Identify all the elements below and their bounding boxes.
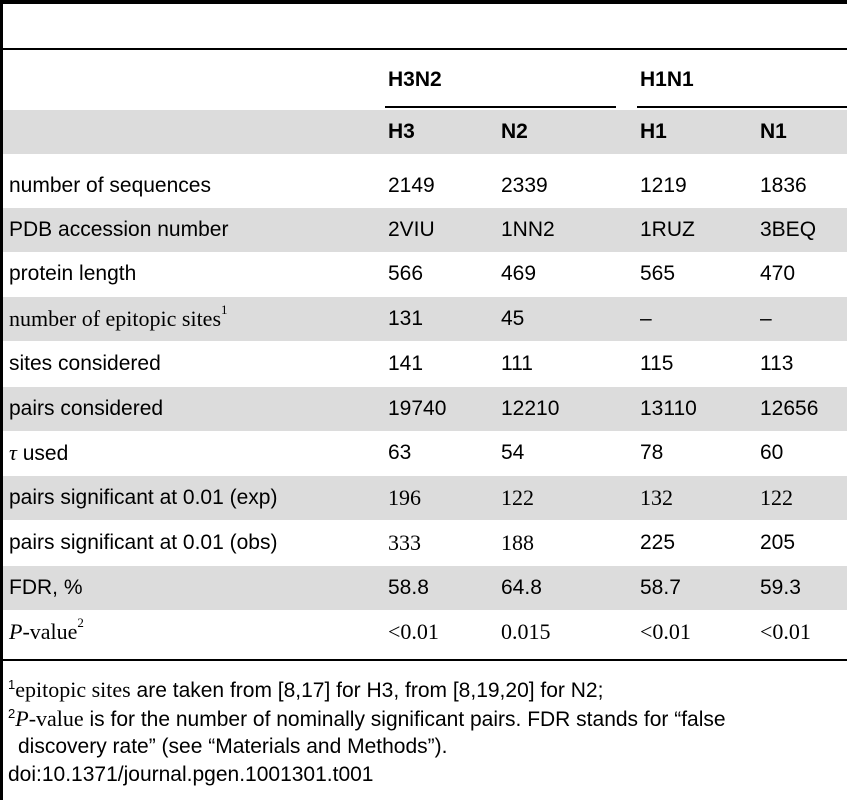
cell-n1: 113 xyxy=(760,352,794,375)
cell-h3: 63 xyxy=(388,441,412,464)
table-bottom-rule xyxy=(0,659,847,661)
table-row xyxy=(3,342,847,386)
cell-n1: 470 xyxy=(760,262,796,285)
footnote-marker: 1 xyxy=(221,301,228,317)
table-row xyxy=(3,521,847,565)
table-row xyxy=(3,566,847,610)
cell-n2: 54 xyxy=(501,441,525,464)
footnote-1: $^1$epitopic sites are taken from [8,17] for H3, from [8,19,20] for N2; xyxy=(8,677,604,702)
cell-n1: 205 xyxy=(760,531,796,554)
table-row xyxy=(3,164,847,208)
row-label: number of sequences xyxy=(9,174,211,197)
footnote-2-continued: discovery rate” (see “Materials and Methods”). xyxy=(18,735,448,758)
row-label: protein length xyxy=(9,262,137,285)
table-row xyxy=(3,387,847,431)
table-row xyxy=(3,610,847,654)
cell-n2: 1NN2 xyxy=(501,218,555,241)
cell-n1: 12656 xyxy=(760,397,819,420)
cell-n2: 12210 xyxy=(501,397,560,420)
cell-n2: 0.015 xyxy=(501,619,551,644)
cell-n1: 122 xyxy=(760,485,793,510)
group-h1n1: H1N1 xyxy=(640,68,694,91)
subheader-n2: N2 xyxy=(501,120,528,143)
cell-h1: 1219 xyxy=(640,174,687,197)
cell-h1: 78 xyxy=(640,441,664,464)
cell-h1: 58.7 xyxy=(640,576,681,599)
cell-n2: 2339 xyxy=(501,174,548,197)
subheader-row xyxy=(3,110,847,154)
row-label: PDB accession number xyxy=(9,218,229,241)
row-label: FDR, % xyxy=(9,576,83,599)
cell-h3: 333 xyxy=(388,530,421,555)
tau-symbol: τ xyxy=(9,440,17,465)
cell-n1: 3BEQ xyxy=(760,218,817,241)
group-h3n2: H3N2 xyxy=(388,68,442,91)
row-label: pairs significant at 0.01 (exp) xyxy=(9,486,278,509)
cell-n1: 60 xyxy=(760,441,784,464)
cell-n2: 188 xyxy=(501,530,534,555)
table-row xyxy=(3,297,847,341)
cell-h3: 58.8 xyxy=(388,576,429,599)
table-row xyxy=(3,431,847,475)
row-label: pairs significant at 0.01 (obs) xyxy=(9,531,278,554)
cell-h1: 115 xyxy=(640,352,674,375)
subheader-n1: N1 xyxy=(760,120,787,143)
p-symbol: P xyxy=(9,619,23,644)
group-rule-h3n2 xyxy=(385,106,616,108)
cell-n2: 64.8 xyxy=(501,576,542,599)
cell-h1: <0.01 xyxy=(640,619,691,644)
cell-n2: 122 xyxy=(501,485,534,510)
cell-h3: 19740 xyxy=(388,397,447,420)
cell-n2: 45 xyxy=(501,307,525,330)
doi-link[interactable]: doi:10.1371/journal.pgen.1001301.t001 xyxy=(8,763,374,786)
cell-h1: 565 xyxy=(640,262,676,285)
cell-h3: 2149 xyxy=(388,174,435,197)
table-row xyxy=(3,476,847,520)
group-header-row xyxy=(3,58,847,102)
cell-h1: 132 xyxy=(640,485,673,510)
row-label: number of epitopic sites$^1$ xyxy=(9,301,228,331)
cell-n2: 469 xyxy=(501,262,537,285)
cell-n1: – xyxy=(760,307,772,330)
group-rule-h1n1 xyxy=(637,106,847,108)
cell-h3: <0.01 xyxy=(388,619,439,644)
cell-n1: 59.3 xyxy=(760,576,801,599)
cell-n2: 111 xyxy=(501,352,533,375)
cell-h1: 225 xyxy=(640,531,676,554)
table-row xyxy=(3,252,847,296)
cell-h3: 131 xyxy=(388,307,424,330)
table-row xyxy=(3,208,847,252)
cell-h1: 1RUZ xyxy=(640,218,695,241)
footnote-2: $^2$P-value is for the number of nominally significant pairs. FDR stands for “false xyxy=(8,706,726,731)
row-label: τ used xyxy=(9,440,69,465)
cell-n1: <0.01 xyxy=(760,619,811,644)
subheader-h1: H1 xyxy=(640,120,667,143)
cell-h3: 566 xyxy=(388,262,424,285)
header-rule xyxy=(0,48,847,50)
cell-h3: 141 xyxy=(388,352,424,375)
cell-h3: 2VIU xyxy=(388,218,435,241)
cell-h1: – xyxy=(640,307,652,330)
row-label: P-value$^2$ xyxy=(9,614,84,644)
subheader-h3: H3 xyxy=(388,120,415,143)
cell-h3: 196 xyxy=(388,485,421,510)
row-label: pairs considered xyxy=(9,397,164,420)
row-label: sites considered xyxy=(9,352,161,375)
footnote-marker: 2 xyxy=(77,614,84,630)
top-rule xyxy=(0,0,847,4)
cell-h1: 13110 xyxy=(640,397,697,420)
cell-n1: 1836 xyxy=(760,174,807,197)
